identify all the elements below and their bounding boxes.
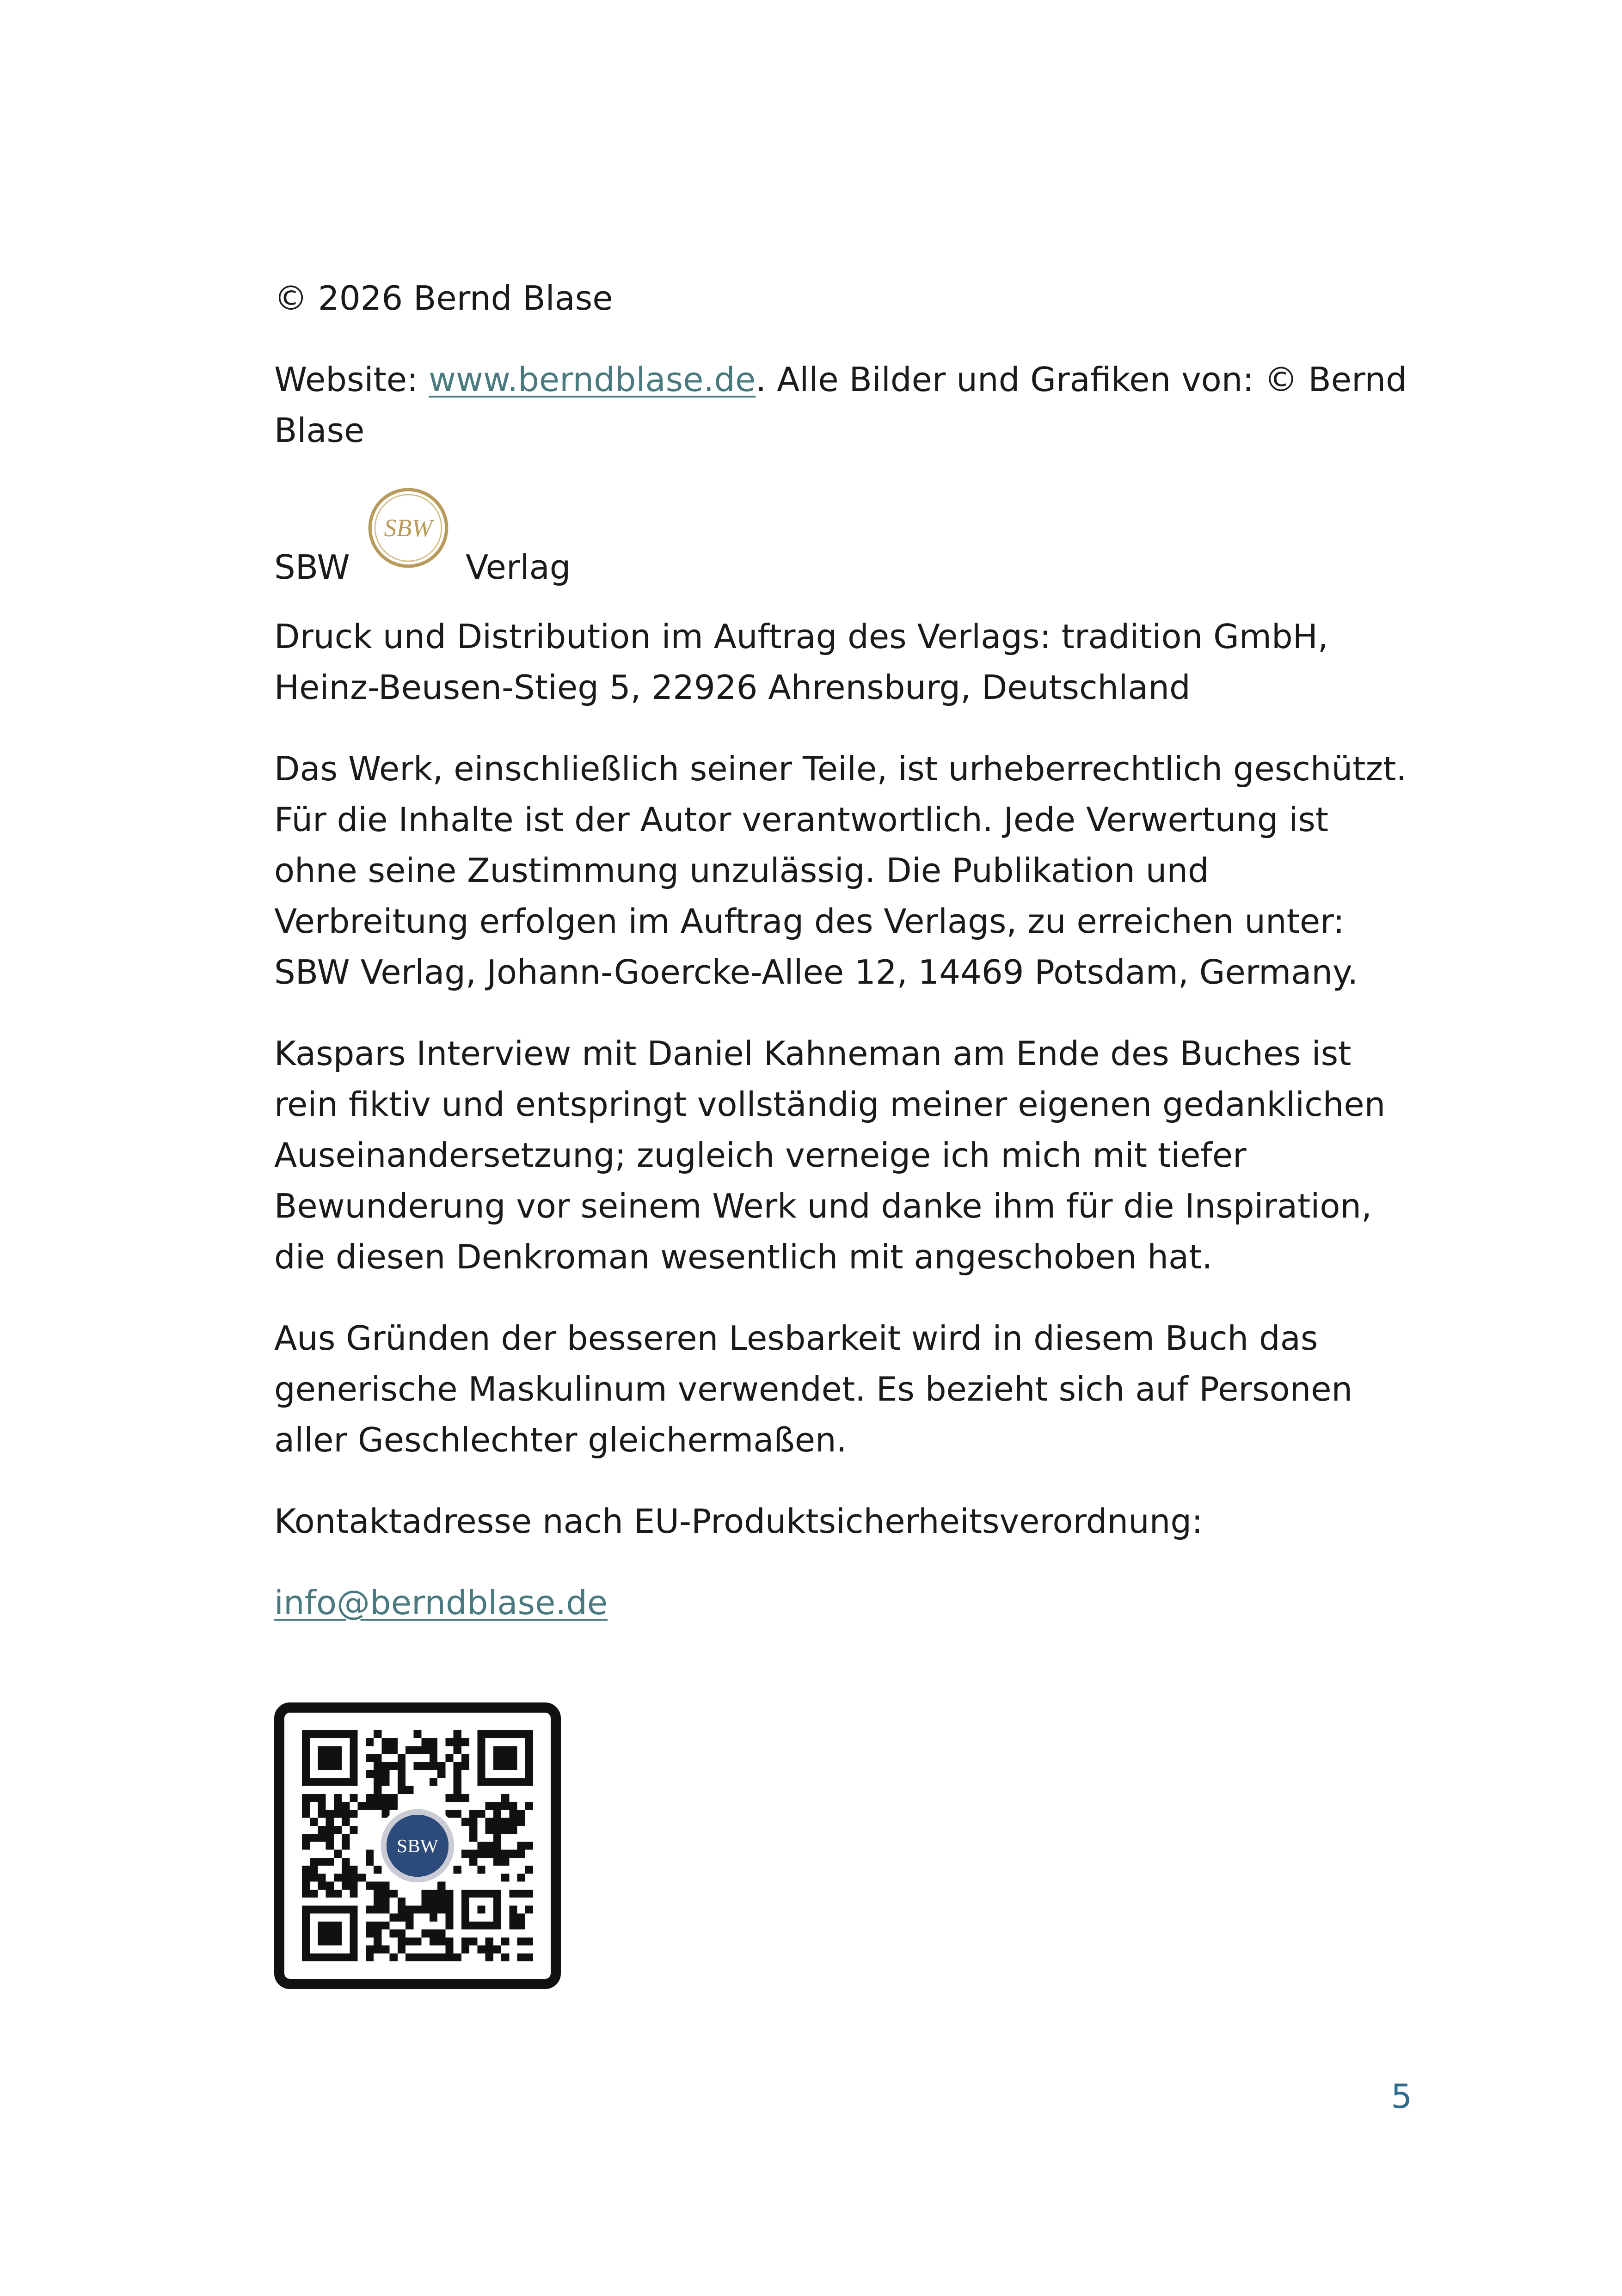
publisher-suffix: Verlag xyxy=(466,548,571,587)
contact-email-link[interactable]: info@berndblase.de xyxy=(274,1583,608,1622)
sbw-seal-icon xyxy=(367,486,450,569)
publisher-name: SBW xyxy=(274,548,350,587)
website-credit: . Alle Bilder und Grafiken von: © Bernd Blase xyxy=(274,360,1407,450)
website-paragraph xyxy=(274,354,1412,456)
qr-code-icon xyxy=(302,1730,533,1961)
language-note-paragraph: Aus Gründen der besseren Lesbarkeit wird in diesem Buch das generische Maskulinum verwendet. Es bezieht sich auf Personen aller Geschlechter gleichermaßen. xyxy=(274,1319,1353,1459)
interview-note-paragraph: Kaspars Interview mit Daniel Kahneman am Ende des Buches ist rein fiktiv und entspringt vollständig meiner eigenen gedanklichen Auseinandersetzung; zugleich verneige ich mich mit tiefer Bewunderung vor seinem Werk und danke ihm für die Inspiration, die diesen Denkroman wesentlich mit angeschoben hat. xyxy=(274,1034,1386,1276)
page-number: 5 xyxy=(1391,2077,1412,2116)
qr-code-frame[interactable] xyxy=(274,1702,561,1989)
contact-email-paragraph xyxy=(274,1577,1412,1628)
qr-center-logo xyxy=(376,1804,459,1887)
publisher-line xyxy=(274,486,1412,593)
rights-paragraph: Das Werk, einschließlich seiner Teile, ist urheberrechtlich geschützt. Für die Inhalte ist der Autor verantwortlich. Jede Verwertung ist ohne seine Zustimmung unzulässig. Die Publikation und Verbreitung erfolgen im Auftrag des Verlags, zu erreichen unter: SBW Verlag, Johann-Goercke-Allee 12, 14469 Potsdam, Germany. xyxy=(274,749,1407,992)
imprint-content xyxy=(274,273,1412,1659)
qr-center-text: SBW xyxy=(397,1835,438,1856)
print-info-paragraph: Druck und Distribution im Auftrag des Verlags: tradition GmbH, Heinz-Beusen-Stieg 5, 22926 Ahrensburg, Deutschland xyxy=(274,617,1328,707)
website-label: Website: xyxy=(274,360,429,399)
seal-letters: SBW xyxy=(384,514,433,542)
contact-label: Kontaktadresse nach EU-Produktsicherheitsverordnung: xyxy=(274,1502,1203,1541)
copyright-line: © 2026 Bernd Blase xyxy=(274,279,613,318)
website-link[interactable]: www.berndblase.de xyxy=(429,360,756,399)
